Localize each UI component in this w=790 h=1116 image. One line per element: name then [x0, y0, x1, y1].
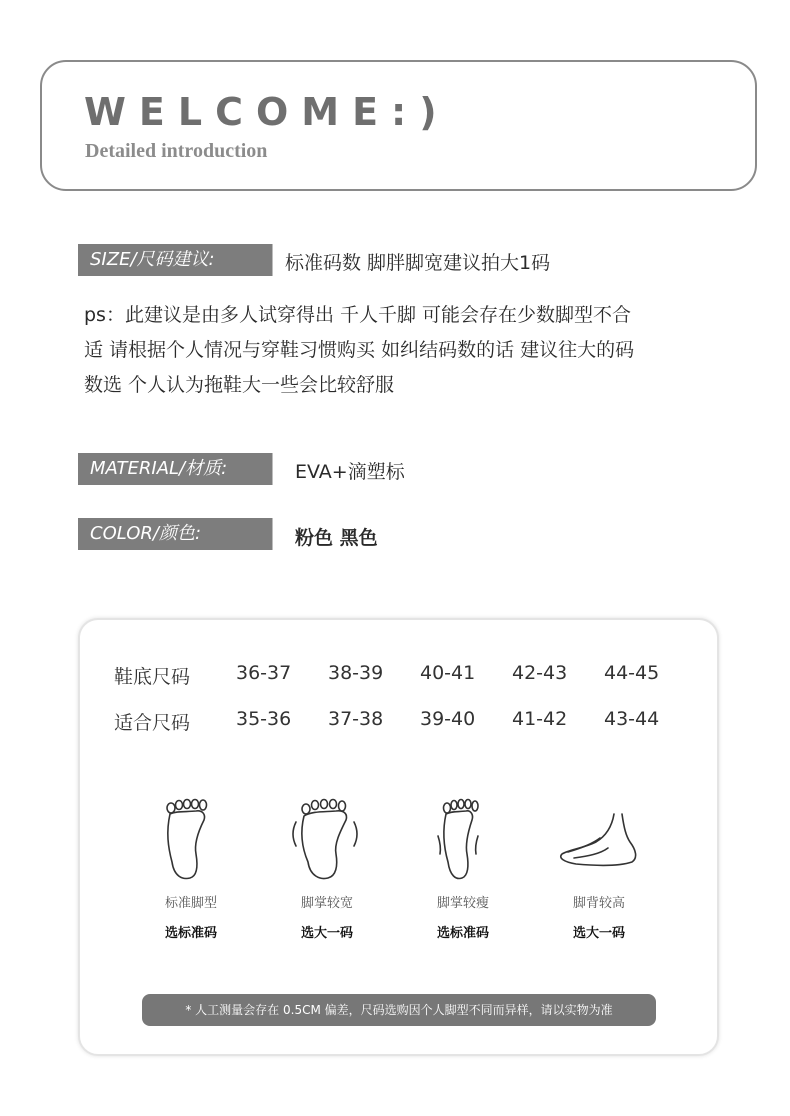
foot-recommendation: 选标准码: [164, 926, 217, 941]
size-note: [84, 298, 734, 403]
material-label: MATERIAL/材质:: [78, 453, 273, 485]
size-row-label: 鞋底尺码: [114, 666, 191, 688]
size-note-line: ps：此建议是由多人试穿得出 千人千脚 可能会存在少数脚型不合: [84, 304, 632, 326]
size-cell: 40-41: [420, 662, 476, 684]
foot-recommendation: 选大一码: [300, 926, 353, 941]
size-table-row: [80, 662, 717, 688]
welcome-title: WELCOME:): [84, 90, 450, 134]
size-note-line: 数选 个人认为拖鞋大一些会比较舒服: [84, 374, 395, 396]
foot-caption: 脚掌较瘦: [436, 896, 489, 911]
foot-caption: 脚背较高: [572, 896, 625, 911]
size-cell: 41-42: [512, 708, 568, 730]
size-table-row: [80, 708, 717, 734]
size-cell: 38-39: [328, 662, 384, 684]
foot-recommendation: 选标准码: [436, 926, 489, 941]
size-cell: 35-36: [236, 708, 292, 730]
color-value: 粉色 黑色: [295, 527, 378, 549]
thin-foot-icon: [398, 792, 528, 887]
size-cell: 43-44: [604, 708, 660, 730]
welcome-subtitle: Detailed introduction: [85, 140, 268, 162]
foot-caption: 脚掌较宽: [300, 896, 353, 911]
size-cell: 42-43: [512, 662, 568, 684]
measurement-disclaimer: * 人工测量会存在 0.5CM 偏差，尺码选购因个人脚型不同而异样，请以实物为准: [142, 994, 656, 1026]
foot-guide-item: [262, 792, 392, 967]
high-instep-foot-icon: [534, 792, 664, 887]
size-chart-card: [78, 618, 719, 1056]
size-cell: 36-37: [236, 662, 292, 684]
foot-guide-item: [126, 792, 256, 967]
welcome-header: [40, 60, 757, 191]
foot-caption: 标准脚型: [164, 896, 217, 911]
material-value: EVA+滴塑标: [295, 461, 405, 483]
foot-guide-item: [398, 792, 528, 967]
color-label: COLOR/颜色:: [78, 518, 273, 550]
foot-guide-item: [534, 792, 664, 967]
standard-foot-icon: [126, 792, 256, 887]
size-cell: 44-45: [604, 662, 660, 684]
size-value: 标准码数 脚胖脚宽建议拍大1码: [285, 252, 551, 274]
size-label: SIZE/尺码建议:: [78, 244, 273, 276]
size-cell: 39-40: [420, 708, 476, 730]
size-note-line: 适 请根据个人情况与穿鞋习惯购买 如纠结码数的话 建议往大的码: [84, 339, 635, 361]
size-row-label: 适合尺码: [114, 712, 191, 734]
wide-foot-icon: [262, 792, 392, 887]
size-cell: 37-38: [328, 708, 384, 730]
foot-recommendation: 选大一码: [572, 926, 625, 941]
